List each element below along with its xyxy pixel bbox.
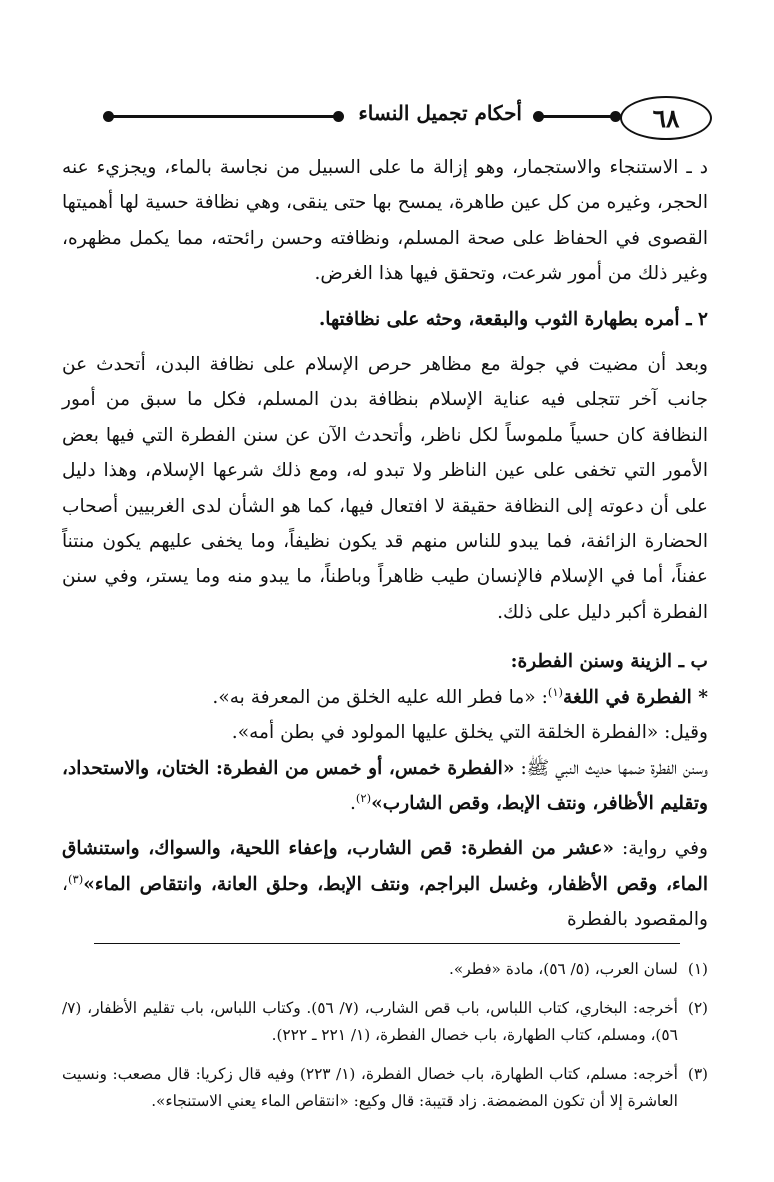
header-rule [536,115,614,118]
running-header [0,96,774,142]
paragraph-sunan-intro: وبعد أن مضيت في جولة مع مظاهر حرص الإسلام على نظافة البدن، أتحدث عن جانب آخر تتجلى فيه عناية الإسلام بنظافة بدن المسلم، فكل ما سبق من أمور النظافة كان حسياً ملموساً لكل ناظر، وأتحدث الآن عن سنن الفطرة التي فيها بعض الأمور التي تخفى على عين الناظر ولا تبدو له، ومع ذلك شرعها الإسلام، وهذا دليل على أن دعوته إلى النظافة حقيقة لا افتعال فيها، كما هو الشأن لدى الغربيين أصحاب الحضارة الزائفة، فما يبدو للناس منهم قد يكون نظيفاً، وما يخفى عليهم يكون منتناً عفناً، أما في الإسلام فالإنسان طيب ظاهراً وباطناً، ما يبدو منه وما يستر، وفي سنن الفطرة أكبر دليل على ذلك. [62,354,708,623]
qil-line: وقيل: «الفطرة الخلقة التي يخلق عليها المولود في بطن أمه». [231,722,708,744]
footnote-number: (٢) [687,999,708,1017]
hadith-end: ، والمقصود بالفطرة [62,873,708,931]
hadith-intro: وفي رواية: [613,838,708,860]
hadith-end: . [349,792,356,814]
footnote-2 [62,995,708,1049]
definition-label: * الفطرة في اللغة [563,686,708,708]
section-heading-zina: ب ـ الزينة وسنن الفطرة: [510,651,708,673]
hadith-intro: وسنن الفطرة ضمها حديث النبي ﷺ: [514,757,709,779]
footnotes [62,956,708,1127]
footnote-text: أخرجه: البخاري، كتاب اللباس، باب قص الشارب، (٧/ ٥٦). وكتاب اللباس، باب تقليم الأظفار، (٧/ ٥٦)، ومسلم، كتاب الطهارة، باب خصال الفطرة، (١/ ٢٢١ ـ ٢٢٢). [62,999,678,1044]
footnote-text: لسان العرب، (٥/ ٥٦)، مادة «فطر». [448,960,678,978]
header-dot [103,111,114,122]
header-dot [533,111,544,122]
header-rule [110,115,336,118]
page-number: ٦٨ [620,96,712,140]
footnote-text: أخرجه: مسلم، كتاب الطهارة، باب خصال الفطرة، (١/ ٢٢٣) وفيه قال زكريا: قال مصعب: ونسيت العاشرة إلا أن تكون المضمضة. زاد قتيبة: قال وكيع: «انتقاص الماء يعني الاستنجاء». [62,1065,678,1110]
definition-text: : «ما فطر الله عليه الخلق من المعرفة به». [212,686,548,708]
footnote-ref: (٢) [355,790,372,805]
running-title: أحكام تجميل النساء [358,101,522,125]
subheading-tahara: ٢ ـ أمره بطهارة الثوب والبقعة، وحثه على نظافتها. [318,308,708,330]
footnote-number: (٣) [687,1065,708,1083]
footnote-3 [62,1061,708,1115]
hadith-paragraph-five [62,751,708,822]
footnote-ref: (١) [547,684,564,699]
footnote-ref: (٣) [68,871,84,886]
footnote-1 [62,956,708,983]
hadith-text: «عشر من الفطرة: قص الشارب، وإعفاء اللحية، والسواك، واستنشاق الماء، وقص الأظفار، وغسل البراجم، ونتف الإبط، وحلق العانة، وانتقاص الماء» [62,838,708,895]
hadith-text: «الفطرة خمس، أو خمس من الفطرة: الختان، والاستحداد، وتقليم الأظافر، ونتف الإبط، وقص الشارب» [62,757,708,814]
main-text [62,150,708,938]
hadith-paragraph-ten [62,831,708,937]
paragraph-istinja: د ـ الاستنجاء والاستجمار، وهو إزالة ما على السبيل من نجاسة بالماء، ويجزيء عنه الحجر، وغيره من كل عين طاهرة، يمسح بها حتى ينقى، وهي نظافة حسية لها أهميتها القصوى في الحفاظ على صحة المسلم، ونظافته وحسن رائحته، مما يكمل مظهره، وغير ذلك من أمور شرعت، وتحقق فيها هذا الغرض. [62,157,708,285]
footnote-separator [94,943,680,944]
footnote-number: (١) [687,960,708,978]
definition-line [62,680,708,715]
